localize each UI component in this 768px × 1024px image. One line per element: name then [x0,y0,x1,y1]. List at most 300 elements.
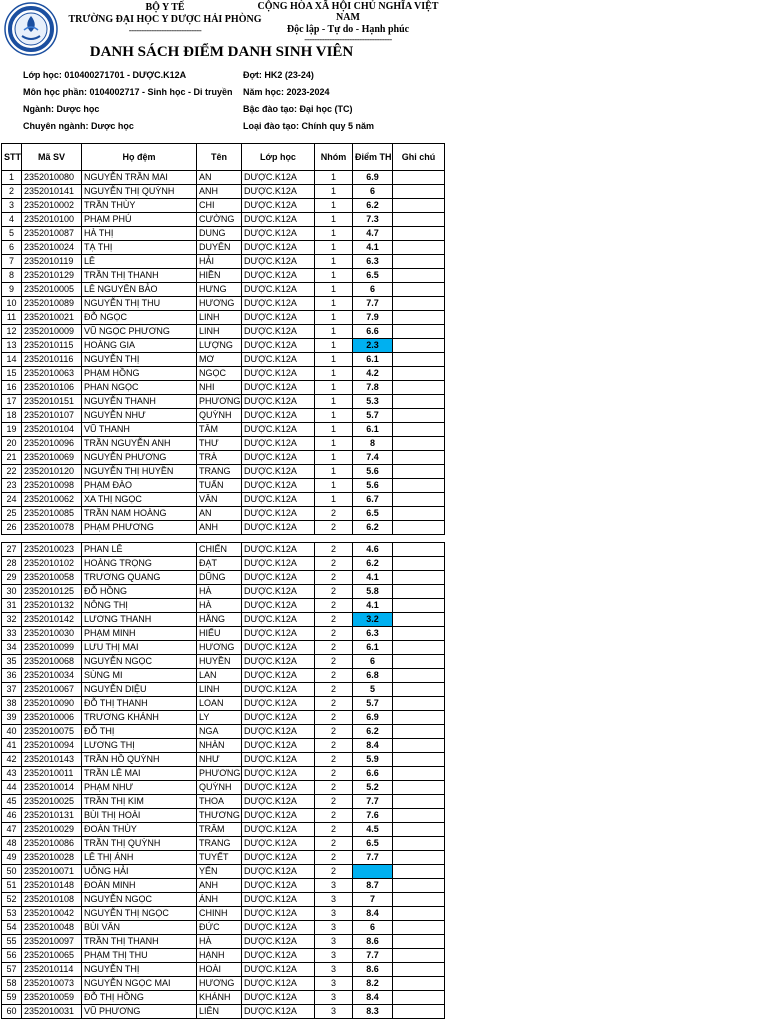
middle-name-cell: HÀ THỊ [82,227,197,241]
group-cell: 2 [315,507,353,521]
info-specialty: Chuyên ngành: Dược học [23,121,134,131]
first-name-cell: HÀ [197,599,242,613]
first-name-cell: THƯ [197,437,242,451]
first-name-cell: NHI [197,381,242,395]
stt-cell: 44 [2,781,22,795]
student-id-cell: 2352010073 [22,977,82,991]
note-cell [393,479,445,493]
table-row [2,241,445,255]
group-cell: 1 [315,437,353,451]
first-name-cell: HÀ [197,935,242,949]
student-id-cell: 2352010120 [22,465,82,479]
student-id-cell: 2352010065 [22,949,82,963]
student-id-cell: 2352010100 [22,213,82,227]
first-name-cell: DUYÊN [197,241,242,255]
table-row [2,977,445,991]
first-name-cell: NHƯ [197,753,242,767]
class-cell: DƯỢC.K12A [242,395,315,409]
middle-name-cell: UÔNG HẢI [82,865,197,879]
stt-cell: 27 [2,543,22,557]
group-cell: 1 [315,297,353,311]
middle-name-cell: TRẦN NGUYỄN ANH [82,437,197,451]
score-cell: 6.8 [353,669,393,683]
score-cell: 7.7 [353,297,393,311]
note-cell [393,823,445,837]
note-cell [393,493,445,507]
stt-cell: 58 [2,977,22,991]
group-cell: 2 [315,627,353,641]
score-cell: 7.4 [353,451,393,465]
score-cell: 6.2 [353,199,393,213]
score-cell: 5.6 [353,479,393,493]
note-cell [393,599,445,613]
score-cell: 6 [353,655,393,669]
class-cell: DƯỢC.K12A [242,311,315,325]
stt-cell: 10 [2,297,22,311]
note-cell [393,199,445,213]
class-cell: DƯỢC.K12A [242,199,315,213]
group-cell: 3 [315,1005,353,1019]
first-name-cell: HƯNG [197,283,242,297]
first-name-cell: LIÊN [197,1005,242,1019]
score-cell: 6.6 [353,767,393,781]
stt-cell: 45 [2,795,22,809]
class-cell: DƯỢC.K12A [242,571,315,585]
first-name-cell: HẠNH [197,949,242,963]
note-cell [393,451,445,465]
group-cell: 2 [315,851,353,865]
note-cell [393,669,445,683]
middle-name-cell: NGUYỄN PHƯƠNG [82,451,197,465]
score-cell: 4.1 [353,241,393,255]
middle-name-cell: PHẠM MINH [82,627,197,641]
score-cell: 6.7 [353,493,393,507]
table-row [2,753,445,767]
student-id-cell: 2352010034 [22,669,82,683]
score-cell: 8.3 [353,1005,393,1019]
group-cell: 2 [315,669,353,683]
class-cell: DƯỢC.K12A [242,241,315,255]
table-row [2,493,445,507]
stt-cell: 16 [2,381,22,395]
group-cell: 2 [315,655,353,669]
group-cell: 2 [315,837,353,851]
note-cell [393,521,445,535]
student-id-cell: 2352010142 [22,613,82,627]
group-cell: 3 [315,977,353,991]
group-cell: 1 [315,367,353,381]
first-name-cell: THOA [197,795,242,809]
class-cell: DƯỢC.K12A [242,599,315,613]
group-cell: 2 [315,739,353,753]
middle-name-cell: PHAN LÊ [82,543,197,557]
note-cell [393,865,445,879]
student-id-cell: 2352010108 [22,893,82,907]
class-cell: DƯỢC.K12A [242,585,315,599]
note-cell [393,753,445,767]
middle-name-cell: PHẠM PHƯƠNG [82,521,197,535]
first-name-cell: CƯỜNG [197,213,242,227]
first-name-cell: NHÀN [197,739,242,753]
middle-name-cell: TRẦN THỊ THANH [82,269,197,283]
middle-name-cell: TRẦN THỊ KIM [82,795,197,809]
class-cell: DƯỢC.K12A [242,297,315,311]
student-id-cell: 2352010025 [22,795,82,809]
table-row [2,311,445,325]
group-cell: 3 [315,879,353,893]
stt-cell: 36 [2,669,22,683]
group-cell: 2 [315,585,353,599]
stt-cell: 20 [2,437,22,451]
middle-name-cell: BÙI VĂN [82,921,197,935]
student-id-cell: 2352010089 [22,297,82,311]
group-cell: 2 [315,767,353,781]
score-cell: 4.5 [353,823,393,837]
ministry-name: BỘ Y TẾ [145,2,185,13]
stt-cell: 18 [2,409,22,423]
note-cell [393,465,445,479]
student-id-cell: 2352010132 [22,599,82,613]
student-id-cell: 2352010080 [22,171,82,185]
table-row [2,367,445,381]
stt-cell: 25 [2,507,22,521]
table-row [2,795,445,809]
class-cell: DƯỢC.K12A [242,837,315,851]
class-cell: DƯỢC.K12A [242,451,315,465]
student-id-cell: 2352010009 [22,325,82,339]
class-cell: DƯỢC.K12A [242,171,315,185]
middle-name-cell: NGUYỄN DIỆU [82,683,197,697]
note-cell [393,255,445,269]
stt-cell: 48 [2,837,22,851]
score-cell: 7.9 [353,311,393,325]
student-id-cell: 2352010085 [22,507,82,521]
first-name-cell: TRANG [197,837,242,851]
table-row [2,711,445,725]
middle-name-cell: NGUYỄN NGỌC [82,893,197,907]
middle-name-cell: ĐỖ NGỌC [82,311,197,325]
note-cell [393,949,445,963]
middle-name-cell: LÊ NGUYÊN BẢO [82,283,197,297]
stt-cell: 17 [2,395,22,409]
table-row [2,543,445,557]
note-cell [393,185,445,199]
right-divider: ----------------------------------- [304,34,392,44]
motto: Độc lập - Tự do - Hạnh phúc [286,24,410,35]
table-row [2,521,445,535]
group-cell: 2 [315,823,353,837]
table-row [2,1005,445,1019]
group-cell: 2 [315,557,353,571]
note-cell [393,213,445,227]
note-cell [393,423,445,437]
middle-name-cell: NGUYỄN TRẦN MAI [82,171,197,185]
middle-name-cell: NGUYỄN THỊ NGỌC [82,907,197,921]
stt-cell: 14 [2,353,22,367]
col-header-stt: STT [2,144,22,171]
score-cell: 6 [353,283,393,297]
first-name-cell: HẰNG [197,613,242,627]
table-row [2,767,445,781]
middle-name-cell: ĐOÀN THÙY [82,823,197,837]
score-cell: 4.6 [353,543,393,557]
student-id-cell: 2352010024 [22,241,82,255]
class-cell: DƯỢC.K12A [242,507,315,521]
student-id-cell: 2352010141 [22,185,82,199]
class-cell: DƯỢC.K12A [242,409,315,423]
class-cell: DƯỢC.K12A [242,767,315,781]
student-id-cell: 2352010042 [22,907,82,921]
middle-name-cell: PHẠM THỊ THU [82,949,197,963]
note-cell [393,767,445,781]
student-id-cell: 2352010021 [22,311,82,325]
stt-cell: 38 [2,697,22,711]
student-id-cell: 2352010148 [22,879,82,893]
note-cell [393,269,445,283]
class-cell: DƯỢC.K12A [242,739,315,753]
middle-name-cell: LÊ [82,255,197,269]
score-cell: 5.3 [353,395,393,409]
score-cell: 5.9 [353,753,393,767]
middle-name-cell: NGUYỄN THỊ HUYỀN [82,465,197,479]
stt-cell: 52 [2,893,22,907]
stt-cell: 41 [2,739,22,753]
student-id-cell: 2352010028 [22,851,82,865]
table-row [2,381,445,395]
student-id-cell: 2352010094 [22,739,82,753]
middle-name-cell: NGUYỄN NGỌC [82,655,197,669]
first-name-cell: ĐỨC [197,921,242,935]
student-id-cell: 2352010068 [22,655,82,669]
student-id-cell: 2352010063 [22,367,82,381]
first-name-cell: CHIẾN [197,543,242,557]
middle-name-cell: TRƯƠNG KHÁNH [82,711,197,725]
student-id-cell: 2352010119 [22,255,82,269]
group-cell: 1 [315,465,353,479]
middle-name-cell: ĐỖ THỊ HỒNG [82,991,197,1005]
stt-cell: 53 [2,907,22,921]
class-cell: DƯỢC.K12A [242,521,315,535]
stt-cell: 29 [2,571,22,585]
table-row [2,641,445,655]
stt-cell: 35 [2,655,22,669]
table-row [2,479,445,493]
class-cell: DƯỢC.K12A [242,213,315,227]
score-cell: 6.6 [353,325,393,339]
info-term: Đợt: HK2 (23-24) [243,70,314,80]
note-cell [393,507,445,521]
group-cell: 2 [315,725,353,739]
left-header [62,2,268,35]
class-cell: DƯỢC.K12A [242,339,315,353]
middle-name-cell: TẠ THỊ [82,241,197,255]
first-name-cell: TUẤN [197,479,242,493]
score-cell: 6.5 [353,837,393,851]
class-cell: DƯỢC.K12A [242,781,315,795]
note-cell [393,711,445,725]
stt-cell: 28 [2,557,22,571]
info-level: Bậc đào tạo: Đại học (TC) [243,104,353,114]
score-cell: 6 [353,921,393,935]
table-row [2,325,445,339]
group-cell: 1 [315,381,353,395]
note-cell [393,879,445,893]
table-row [2,613,445,627]
stt-cell: 21 [2,451,22,465]
score-cell: 2.3 [353,339,393,353]
col-header-note: Ghi chú [393,144,445,171]
group-cell: 3 [315,935,353,949]
score-cell: 5.7 [353,697,393,711]
middle-name-cell: TRẦN LÊ MAI [82,767,197,781]
info-type: Loại đào tạo: Chính quy 5 năm [243,121,375,131]
stt-cell: 47 [2,823,22,837]
group-cell: 2 [315,641,353,655]
stt-cell: 50 [2,865,22,879]
score-cell: 8.2 [353,977,393,991]
student-id-cell: 2352010116 [22,353,82,367]
student-id-cell: 2352010102 [22,557,82,571]
note-cell [393,325,445,339]
table-row [2,627,445,641]
first-name-cell: MƠ [197,353,242,367]
group-cell: 1 [315,269,353,283]
score-cell: 6.2 [353,725,393,739]
note-cell [393,781,445,795]
class-cell: DƯỢC.K12A [242,269,315,283]
score-cell: 5.8 [353,585,393,599]
first-name-cell: ÁNH [197,893,242,907]
first-name-cell: THƯƠNG [197,809,242,823]
class-cell: DƯỢC.K12A [242,613,315,627]
first-name-cell: HOÀI [197,963,242,977]
middle-name-cell: HOÀNG TRỌNG [82,557,197,571]
note-cell [393,739,445,753]
middle-name-cell: TRẦN THÙY [82,199,197,213]
score-cell: 6.2 [353,521,393,535]
class-cell: DƯỢC.K12A [242,949,315,963]
class-cell: DƯỢC.K12A [242,437,315,451]
first-name-cell: LY [197,711,242,725]
group-cell: 2 [315,543,353,557]
table-row [2,255,445,269]
student-id-cell: 2352010069 [22,451,82,465]
student-id-cell: 2352010107 [22,409,82,423]
info-class: Lớp học: 010400271701 - DƯỢC.K12A [23,70,187,80]
score-cell: 4.7 [353,227,393,241]
middle-name-cell: PHẠM HỒNG [82,367,197,381]
table-row [2,465,445,479]
table-row [2,213,445,227]
note-cell [393,297,445,311]
group-cell: 1 [315,213,353,227]
class-cell: DƯỢC.K12A [242,367,315,381]
score-cell: 6 [353,185,393,199]
first-name-cell: LOAN [197,697,242,711]
table-row [2,185,445,199]
score-cell: 7.8 [353,381,393,395]
group-cell: 2 [315,809,353,823]
student-id-cell: 2352010151 [22,395,82,409]
first-name-cell: PHƯƠNG [197,767,242,781]
middle-name-cell: TRẦN HỒ QUỲNH [82,753,197,767]
first-name-cell: KHÁNH [197,991,242,1005]
stt-cell: 19 [2,423,22,437]
middle-name-cell: LƯU THỊ MAI [82,641,197,655]
middle-name-cell: TRẦN NAM HOÀNG [82,507,197,521]
score-cell: 6.5 [353,507,393,521]
col-header-first-name: Tên [197,144,242,171]
first-name-cell: HÀ [197,585,242,599]
first-name-cell: ĐẠT [197,557,242,571]
stt-cell: 42 [2,753,22,767]
note-cell [393,795,445,809]
note-cell [393,627,445,641]
class-cell: DƯỢC.K12A [242,669,315,683]
group-cell: 2 [315,521,353,535]
group-cell: 1 [315,479,353,493]
student-id-cell: 2352010067 [22,683,82,697]
group-cell: 1 [315,493,353,507]
score-cell: 5.2 [353,781,393,795]
student-id-cell: 2352010104 [22,423,82,437]
student-id-cell: 2352010006 [22,711,82,725]
group-cell: 1 [315,227,353,241]
first-name-cell: LƯỢNG [197,339,242,353]
table-row [2,199,445,213]
student-id-cell: 2352010031 [22,1005,82,1019]
university-name: TRƯỜNG ĐẠI HỌC Y DƯỢC HẢI PHÒNG [68,14,262,25]
score-cell: 5 [353,683,393,697]
table-row [2,879,445,893]
student-id-cell: 2352010075 [22,725,82,739]
col-header-score: Điểm TH [353,144,393,171]
first-name-cell: DUNG [197,227,242,241]
stt-cell: 2 [2,185,22,199]
note-cell [393,641,445,655]
first-name-cell: ANH [197,521,242,535]
note-cell [393,697,445,711]
student-id-cell: 2352010106 [22,381,82,395]
group-cell: 3 [315,991,353,1005]
class-cell: DƯỢC.K12A [242,907,315,921]
middle-name-cell: VŨ NGỌC PHƯƠNG [82,325,197,339]
score-cell [353,865,393,879]
first-name-cell: TUYẾT [197,851,242,865]
table-row [2,837,445,851]
class-cell: DƯỢC.K12A [242,795,315,809]
class-cell: DƯỢC.K12A [242,641,315,655]
middle-name-cell: NGUYỄN THỊ [82,353,197,367]
note-cell [393,809,445,823]
note-cell [393,339,445,353]
student-id-cell: 2352010023 [22,543,82,557]
student-id-cell: 2352010011 [22,767,82,781]
note-cell [393,241,445,255]
stt-cell: 4 [2,213,22,227]
table-row [2,395,445,409]
stt-cell: 32 [2,613,22,627]
note-cell [393,837,445,851]
score-cell: 4.1 [353,571,393,585]
table-row [2,171,445,185]
table-row [2,935,445,949]
score-cell: 8.6 [353,935,393,949]
class-cell: DƯỢC.K12A [242,557,315,571]
class-cell: DƯỢC.K12A [242,255,315,269]
note-cell [393,585,445,599]
stt-cell: 9 [2,283,22,297]
